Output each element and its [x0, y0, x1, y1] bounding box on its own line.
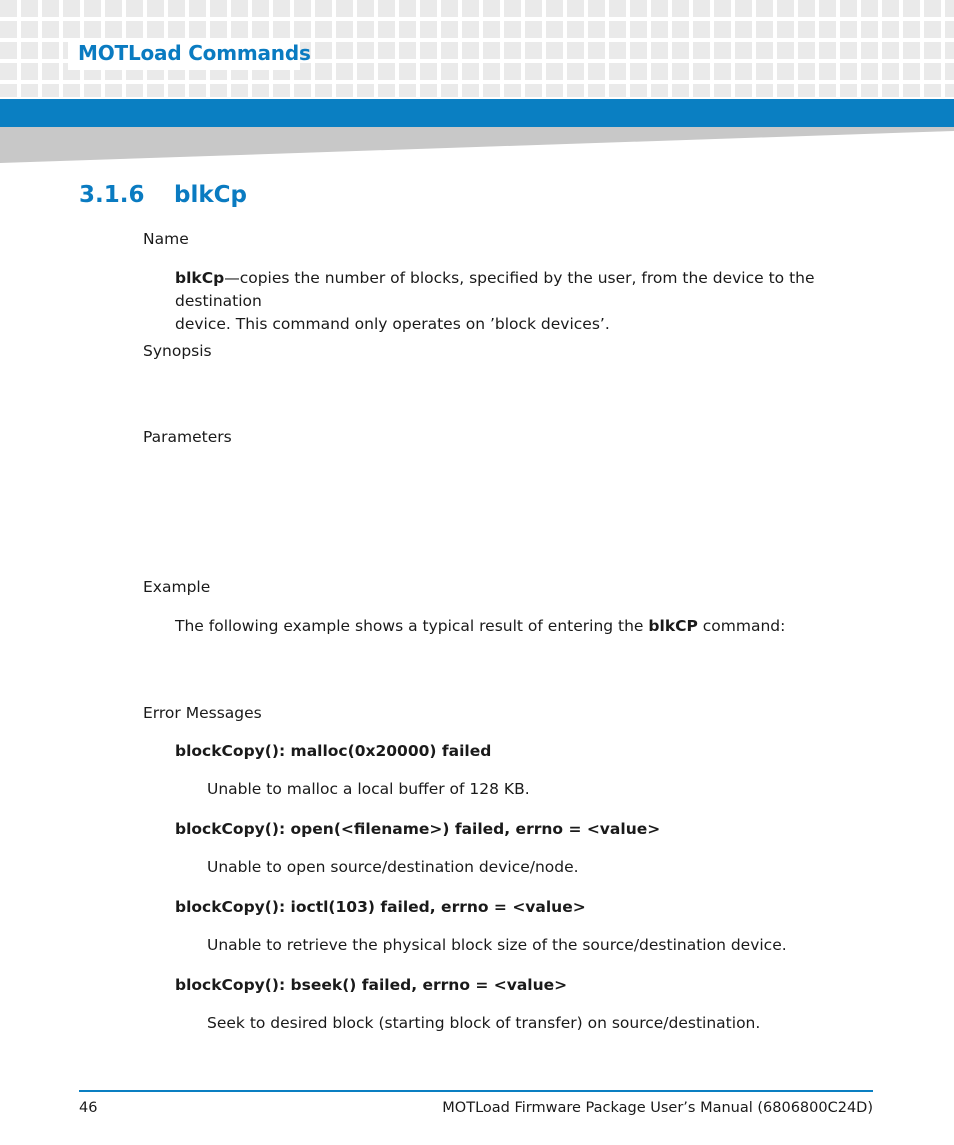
synopsis-label: Synopsis: [143, 342, 212, 360]
section-number: 3.1.6: [79, 182, 145, 208]
name-line-2: device. This command only operates on ’block devices’.: [175, 315, 610, 333]
name-label: Name: [143, 230, 189, 248]
header-gray-wedge: [0, 127, 954, 163]
error-message: blockCopy(): bseek() failed, errno = <value>: [175, 976, 568, 994]
section-title: blkCp: [174, 182, 247, 208]
name-description: [175, 267, 895, 336]
name-line-1-rest: —copies the number of blocks, specified by the user, from the device to the destination: [175, 269, 815, 310]
error-description: Unable to open source/destination device/node.: [207, 858, 579, 876]
error-description: Unable to malloc a local buffer of 128 KB.: [207, 780, 530, 798]
name-command: blkCp: [175, 269, 225, 287]
document-title: MOTLoad Firmware Package User’s Manual (6806800C24D): [442, 1100, 873, 1116]
error-message: blockCopy(): open(<filename>) failed, errno = <value>: [175, 820, 661, 838]
example-text-after: command:: [697, 617, 786, 635]
example-label: Example: [143, 578, 211, 596]
parameters-label: Parameters: [143, 428, 232, 446]
error-description: Seek to desired block (starting block of transfer) on source/destination.: [207, 1014, 761, 1032]
error-message: blockCopy(): malloc(0x20000) failed: [175, 742, 492, 760]
footer-rule: [79, 1090, 873, 1092]
error-message: blockCopy(): ioctl(103) failed, errno = <value>: [175, 898, 586, 916]
example-text: [175, 615, 895, 638]
error-description: Unable to retrieve the physical block size of the source/destination device.: [207, 936, 787, 954]
section-heading: [79, 182, 247, 208]
example-text-before: The following example shows a typical result of entering the: [175, 617, 649, 635]
name-line-1: [175, 267, 895, 313]
header-title: MOTLoad Commands: [78, 41, 311, 65]
page-number: 46: [79, 1100, 98, 1116]
header-blue-bar: [0, 99, 954, 127]
example-command: blkCP: [648, 617, 698, 635]
error-messages-label: Error Messages: [143, 704, 262, 722]
